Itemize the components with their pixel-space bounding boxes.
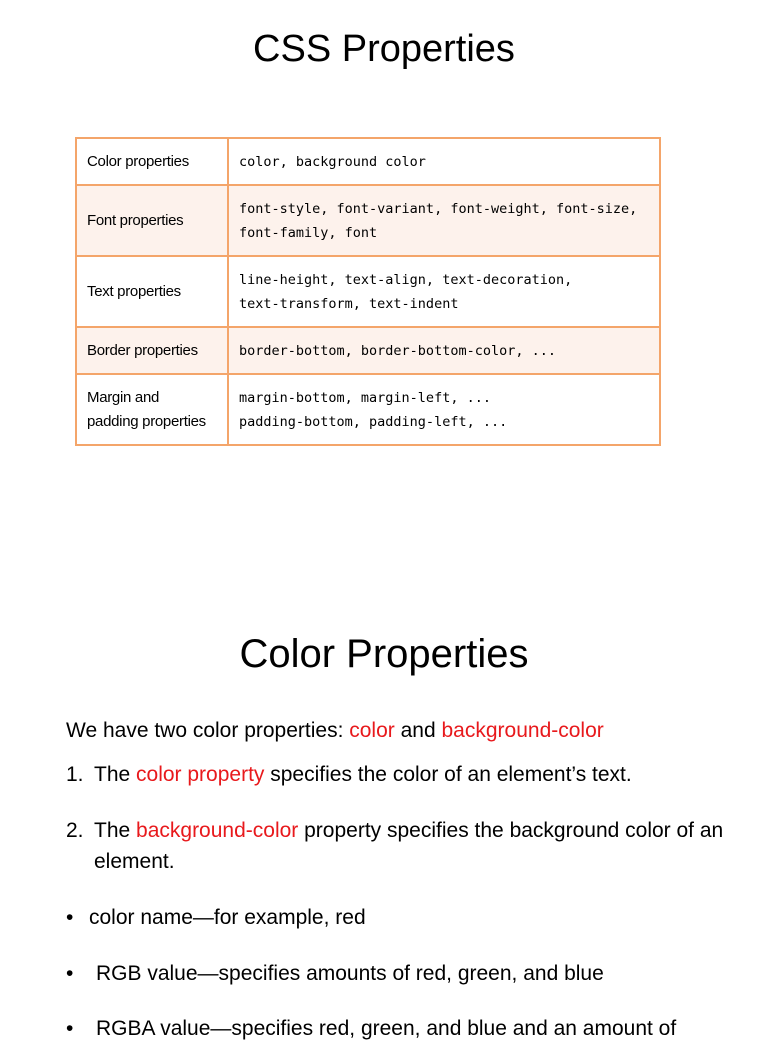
list-text-part: specifies the color of an element’s text. [264,763,632,786]
css-properties-table [75,137,661,446]
property-list [228,327,660,374]
property-list [228,138,660,185]
property-list-line: text-transform, text-indent [239,295,459,312]
highlight-background-color: background-color [136,819,299,842]
slide-title-color-properties: Color Properties [239,632,529,676]
bullet-text: RGBA value—specifies red, green, and blue and an amount of [96,1017,677,1040]
property-list [228,256,660,327]
bullet-text: RGB value—specifies amounts of red, green, and blue [96,962,604,985]
list-text-part: The [94,819,137,842]
property-list-line: padding-bottom, padding-left, ... [239,413,508,430]
list-text-part: The [94,763,137,786]
property-list [228,185,660,256]
table-row [76,138,660,185]
bullet-icon: • [66,1017,74,1040]
intro-text: and [394,719,442,742]
list-number: 2. [66,819,84,842]
table-row [76,327,660,374]
list-number: 1. [66,763,84,786]
intro-text: We have two color properties: [66,719,350,742]
property-category: Border properties [76,327,228,374]
property-category-line: padding properties [87,412,206,430]
list-text [94,759,734,790]
bullet-icon: • [66,962,74,985]
property-list-line: font-family, font [239,224,378,241]
property-category: Font properties [76,185,228,256]
property-list-line: border-bottom, border-bottom-color, ... [239,342,556,359]
highlight-color: color [349,719,395,742]
slide-title-css-properties: CSS Properties [253,28,515,70]
property-list-line: line-height, text-align, text-decoration, [239,271,573,288]
property-category: Color properties [76,138,228,185]
intro-paragraph [66,715,726,746]
property-list-line: margin-bottom, margin-left, ... [239,389,491,406]
table-row [76,374,660,445]
property-list [228,374,660,445]
property-category [76,374,228,445]
list-text [94,815,734,877]
property-category-line: Margin and [87,388,160,406]
bullet-text: color name—for example, red [89,906,366,929]
table-row [76,185,660,256]
property-category: Text properties [76,256,228,327]
table-row [76,256,660,327]
highlight-color-property: color property [136,763,265,786]
highlight-background-color: background-color [441,719,604,742]
list-text-part: property specifies the background color of an element. [94,819,724,873]
property-list-line: font-style, font-variant, font-weight, font-size, [239,200,638,217]
property-list-line: color, background color [239,153,426,170]
bullet-icon: • [66,906,74,929]
